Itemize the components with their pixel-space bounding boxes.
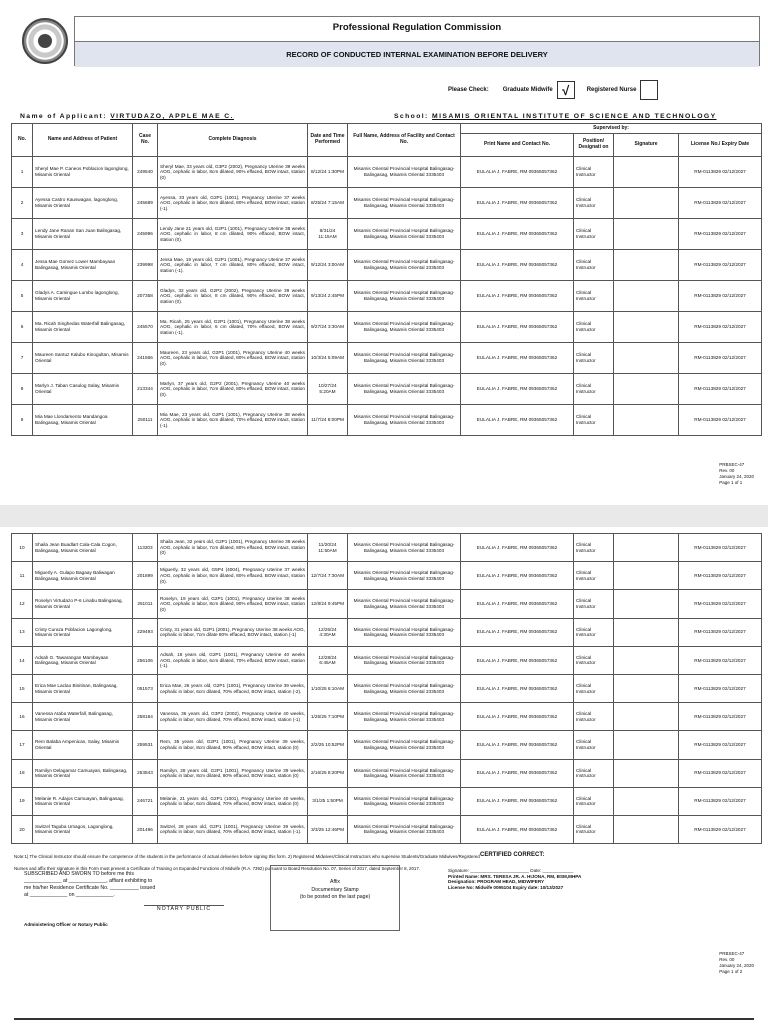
table-row <box>12 590 762 618</box>
date-cell: 8/25/24 7:15AM <box>308 188 348 219</box>
table-row <box>12 534 762 562</box>
patient-cell: Rem Balaba Ampenican, Salay, Misamis Oriental <box>33 731 133 759</box>
position-cell: Clinical Instructor <box>574 312 614 343</box>
row-no: 11 <box>12 562 33 590</box>
diagnosis-cell: Shaila Jean, 32 years old, G2P1 (1001), Pregnancy Uterine 38 weeks AOG, cephalic in labor, 7cm dilated, 80% effaced, BOW intact, station (0) <box>158 534 308 562</box>
row-no: 4 <box>12 250 33 281</box>
patient-cell: Cristy Curaza Poblacion Lagonglong, Misamis Oriental <box>33 618 133 646</box>
cert-signature: Signature: _______________________ Date: ____________ <box>448 868 574 873</box>
table-body-page-1 <box>12 157 762 436</box>
license-cell: RM-0113829 02/12/2027 <box>679 703 762 731</box>
row-no: 15 <box>12 674 33 702</box>
signature-cell <box>614 590 679 618</box>
supervisor-cell: EULALIA J. FABRE, RM 09365057362 <box>461 759 574 787</box>
signature-cell <box>614 674 679 702</box>
patient-cell: Vanessa Ataba Waterfall, Balingasag, Misamis Oriental <box>33 703 133 731</box>
table-row <box>12 219 762 250</box>
row-no: 16 <box>12 703 33 731</box>
patient-cell: Jessa Mae Gomez Lower Mambayaan Balingasag, Misamis Oriental <box>33 250 133 281</box>
table-row <box>12 731 762 759</box>
cert-designation: Designation: PROGRAM HEAD, MIDWIFERY <box>448 879 545 885</box>
date-cell: 8/12/24 1:30PM <box>308 157 348 188</box>
row-no: 19 <box>12 787 33 815</box>
notary-line-1: SUBSCRIBED AND SWORN TO before me this <box>24 871 134 877</box>
patient-cell: Ramilyn Delagamar Camuayan, Balingasag, Misamis Oriental <box>33 759 133 787</box>
facility-cell: Misamis Oriental Provincial Hospital Balingasag- Balingasag, Misamis Oriental 3335403 <box>348 343 461 374</box>
case-no-cell: 256106 <box>133 646 158 674</box>
diagnosis-cell: Melanie, 21 years old, G2P1 (1001), Pregnancy Uterine 40 weeks, cephalic in labor, 6cm dilated, 70% effaced, BOW intact, station (0) <box>158 787 308 815</box>
facility-cell: Misamis Oriental Provincial Hospital Balingasag- Balingasag, Misamis Oriental 3335403 <box>348 188 461 219</box>
case-no-cell: 259531 <box>133 731 158 759</box>
position-cell: Clinical Instructor <box>574 374 614 405</box>
license-cell: RM-0113829 02/12/2027 <box>679 759 762 787</box>
notary-public-label: NOTARY PUBLIC <box>144 905 224 913</box>
col-case: Case No. <box>133 124 158 157</box>
signature-cell <box>614 188 679 219</box>
page-gap <box>0 505 768 527</box>
signature-cell <box>614 646 679 674</box>
header-box <box>74 16 760 66</box>
date-cell: 11/7/24 8:00PM <box>308 405 348 436</box>
facility-cell: Misamis Oriental Provincial Hospital Balingasag- Balingasag, Misamis Oriental 3335403 <box>348 157 461 188</box>
col-license: License No./ Expiry Date <box>679 134 762 157</box>
table-row <box>12 312 762 343</box>
notary-line-3: me his/her Residence Certificate No. __________ issued <box>24 885 156 891</box>
patient-cell: Gladys A. Camingue Lumbo lagonglong, Misamis Oriental <box>33 281 133 312</box>
footer-rev: Rev. 00 <box>719 468 735 473</box>
date-cell: 8/31/24 11:15AM <box>308 219 348 250</box>
position-cell: Clinical Instructor <box>574 618 614 646</box>
school-name: MISAMIS ORIENTAL INSTITUTE OF SCIENCE AND TECHNOLOGY <box>432 113 717 120</box>
signature-cell <box>614 281 679 312</box>
supervisor-cell: EULALIA J. FABRE, RM 09365057362 <box>461 562 574 590</box>
applicant-line <box>20 113 760 120</box>
col-print-name: Print Name and Contact No. <box>461 134 574 157</box>
table-row <box>12 405 762 436</box>
diagnosis-cell: Vanessa, 36 years old, G3P2 (2002), Pregnancy Uterine 40 weeks, cephalic in labor, 6cm dilated, 70% effaced, BOW intact, station (-1) <box>158 703 308 731</box>
position-cell: Clinical Instructor <box>574 787 614 815</box>
date-cell: 12/26/24 4:30AM <box>308 618 348 646</box>
patient-cell: Lendy Jane Ranan San Juan Balingasag, Misamis Oriental <box>33 219 133 250</box>
cert-printed-name: Printed Name: MRS. TERESA JR. A. HIJONA, RM, BSM,MHPA <box>448 873 582 879</box>
position-cell: Clinical Instructor <box>574 759 614 787</box>
note-line-1: Note:1) The Clinical Instructor should ensure the competence of the students in the performance of actual deliveries before signing this form. 2) Registered Midwives/Clinical Instructors who supervise Students/Graduate Midwives/Registered <box>14 854 480 859</box>
table-row <box>12 703 762 731</box>
case-no-cell: 229493 <box>133 618 158 646</box>
supervisor-cell: EULALIA J. FABRE, RM 09365057362 <box>461 281 574 312</box>
diagnosis-cell: Roselyn, 19 years old, G2P1 (1001), Pregnancy Uterine 38 weeks AOG, cephalic in labor, 8cm dilated, 90% effaced, BOW intact, station (0) <box>158 590 308 618</box>
license-cell: RM-0113829 02/12/2027 <box>679 219 762 250</box>
graduate-midwife-label: Graduate Midwife <box>502 87 553 93</box>
supervisor-cell: EULALIA J. FABRE, RM 09365057362 <box>461 405 574 436</box>
affix-line-3: (to be posted on the last page) <box>299 894 371 900</box>
applicant-name: VIRTUDAZO, APPLE MAE C. <box>110 113 234 120</box>
col-signature: Signature <box>614 134 679 157</box>
diagnosis-cell: Cristy, 31 years old, G2P1 (2001), Pregnancy Uterine 38 weeks AOG, cephalic in labor, 7cm dilate 80% effaced, BOW intact, station (-1) <box>158 618 308 646</box>
org-name: Professional Regulation Commission <box>332 22 502 33</box>
table-row <box>12 759 762 787</box>
supervisor-cell: EULALIA J. FABRE, RM 09365057362 <box>461 250 574 281</box>
diagnosis-cell: Adsah, 18 years old, G2P1 (1001), Pregnancy Uterine 40 weeks AOG, cephalic in labor, 6cm dilated, 70% effaced, BOW intact, station (-1). <box>158 646 308 674</box>
col-diagnosis: Complete Diagnosis <box>158 124 308 157</box>
patient-cell: Miguerly A. Gulapo Bagaay Baliwagan Balingasag, Misamis Oriental <box>33 562 133 590</box>
row-no: 2 <box>12 188 33 219</box>
date-cell: 3/1/25 1:50PM <box>308 787 348 815</box>
case-no-cell: 113203 <box>133 534 158 562</box>
license-cell: RM-0113829 02/12/2027 <box>679 405 762 436</box>
signature-cell <box>614 312 679 343</box>
supervisor-cell: EULALIA J. FABRE, RM 09365057362 <box>461 646 574 674</box>
row-no: 6 <box>12 312 33 343</box>
date-cell: 2/16/25 8:20PM <box>308 759 348 787</box>
position-cell: Clinical Instructor <box>574 674 614 702</box>
footer2-code: PRBSEC-47 <box>719 951 745 956</box>
signature-cell <box>614 219 679 250</box>
documentary-stamp-box <box>270 865 400 931</box>
page-bottom-rule <box>14 1018 754 1022</box>
facility-cell: Misamis Oriental Provincial Hospital Balingasag- Balingasag, Misamis Oriental 3335403 <box>348 250 461 281</box>
diagnosis-cell: Ma. Ricah, 25 years old, G2P1 (1001), Pregnancy Uterine 38 weeks AOG, cephalic in labor, 6 cm dilated, 70% effaced, BOW intact, station (-1). <box>158 312 308 343</box>
diagnosis-cell: Erica Mae, 26 years old, G2P1 (1001), Pregnancy Uterine 39 weeks, cephalic in labor, 6cm dilated, 70% effaced, BOW intact, station (-2). <box>158 674 308 702</box>
supervisor-cell: EULALIA J. FABRE, RM 09365057362 <box>461 374 574 405</box>
patient-cell: Ayessa Castro Kauswagan, lagonglong, Misamis Oriental <box>33 188 133 219</box>
supervisor-cell: EULALIA J. FABRE, RM 09365057362 <box>461 787 574 815</box>
date-cell: 10/27/24 5:20AM <box>308 374 348 405</box>
facility-cell: Misamis Oriental Provincial Hospital Balingasag- Balingasag, Misamis Oriental 3335403 <box>348 312 461 343</box>
position-cell: Clinical Instructor <box>574 188 614 219</box>
graduate-midwife-checkbox[interactable]: √ <box>557 81 575 99</box>
record-table-page-2 <box>11 533 762 844</box>
position-cell: Clinical Instructor <box>574 646 614 674</box>
notary-line-2: _____________ at _____________, affiant exhibiting to <box>24 878 153 884</box>
license-cell: RM-0113829 02/12/2027 <box>679 815 762 843</box>
case-no-cell: 213344 <box>133 374 158 405</box>
affix-line-2: Documentary Stamp <box>311 886 359 893</box>
table-row <box>12 618 762 646</box>
position-cell: Clinical Instructor <box>574 281 614 312</box>
table-row <box>12 646 762 674</box>
facility-cell: Misamis Oriental Provincial Hospital Balingasag- Balingasag, Misamis Oriental 3335403 <box>348 562 461 590</box>
col-no: No. <box>12 124 33 157</box>
patient-cell: Melanie R. Adajos Camuayan, Balingasag, Misamis Oriental <box>33 787 133 815</box>
patient-cell: Maureen Santuz Kalubo Kinogultan, Misamis Oriental <box>33 343 133 374</box>
signature-cell <box>614 787 679 815</box>
position-cell: Clinical Instructor <box>574 815 614 843</box>
footer2-rev: Rev. 00 <box>719 957 735 962</box>
facility-cell: Misamis Oriental Provincial Hospital Balingasag- Balingasag, Misamis Oriental 3335403 <box>348 405 461 436</box>
position-cell: Clinical Instructor <box>574 731 614 759</box>
footer-page: Page 1 of 1 <box>719 480 743 485</box>
date-cell: 12/8/24 9:45PM <box>308 590 348 618</box>
supervisor-cell: EULALIA J. FABRE, RM 09365057362 <box>461 703 574 731</box>
col-patient: Name and Address of Patient <box>33 124 133 157</box>
date-cell: 1/10/25 6:10AM <box>308 674 348 702</box>
position-cell: Clinical Instructor <box>574 157 614 188</box>
date-cell: 1/25/25 7:10PM <box>308 703 348 731</box>
table-row <box>12 674 762 702</box>
diagnosis-cell: Ayessa, 33 years old, G2P1 (1001), Pregnancy Uterine 37 weeks AOG, cephalic in labor, 8cm dilated, 80% effaced, BOW intact, station (-1). <box>158 188 308 219</box>
diagnosis-cell: Maureen, 23 years old, G2P1 (1001), Pregnancy Uterine 40 weeks AOG, cephalic in labor, 7cm dilated, 80% effaced, BOW intact, station (0). <box>158 343 308 374</box>
license-cell: RM-0113829 02/12/2027 <box>679 534 762 562</box>
check-row <box>448 80 658 100</box>
row-no: 14 <box>12 646 33 674</box>
patient-cell: Shaila Jean Buadlart Cala-Cala Cogon, Balingasag, Misamis Oriental <box>33 534 133 562</box>
supervisor-cell: EULALIA J. FABRE, RM 09365057362 <box>461 188 574 219</box>
facility-cell: Misamis Oriental Provincial Hospital Balingasag- Balingasag, Misamis Oriental 3335403 <box>348 590 461 618</box>
registered-nurse-checkbox[interactable] <box>640 80 658 100</box>
affix-line-1: Affix <box>330 879 340 885</box>
license-cell: RM-0113829 02/12/2027 <box>679 787 762 815</box>
date-cell: 9/13/24 2:45PM <box>308 281 348 312</box>
col-supervised: Supervised by: <box>461 124 762 134</box>
position-cell: Clinical Instructor <box>574 219 614 250</box>
supervisor-cell: EULALIA J. FABRE, RM 09365057362 <box>461 815 574 843</box>
col-position: Position/ Designati on <box>574 134 614 157</box>
supervisor-cell: EULALIA J. FABRE, RM 09365057362 <box>461 343 574 374</box>
supervisor-cell: EULALIA J. FABRE, RM 09365057362 <box>461 590 574 618</box>
case-no-cell: 253843 <box>133 759 158 787</box>
footer2-date: January 24, 2020 <box>719 963 754 968</box>
row-no: 12 <box>12 590 33 618</box>
row-no: 5 <box>12 281 33 312</box>
facility-cell: Misamis Oriental Provincial Hospital Balingasag- Balingasag, Misamis Oriental 3335403 <box>348 731 461 759</box>
signature-cell <box>614 618 679 646</box>
patient-cell: Marlyn J. Taban Casulog Salay, Misamis Oriental <box>33 374 133 405</box>
signature-cell <box>614 534 679 562</box>
license-cell: RM-0113829 02/12/2027 <box>679 312 762 343</box>
supervisor-cell: EULALIA J. FABRE, RM 09365057362 <box>461 534 574 562</box>
position-cell: Clinical Instructor <box>574 590 614 618</box>
form-title: RECORD OF CONDUCTED INTERNAL EXAMINATION BEFORE DELIVERY <box>75 41 759 67</box>
form-header <box>14 12 760 68</box>
diagnosis-cell: Ramilyn, 28 years old, G2P1 (1001), Pregnancy Uterine 39 weeks, cephalic in labor, 8cm dilated, 80% effaced, BOW intact, station (0) <box>158 759 308 787</box>
page-1-footer <box>719 462 754 486</box>
row-no: 17 <box>12 731 33 759</box>
signature-cell <box>614 374 679 405</box>
cert-license: License No: Midwife 0095104 Expiry date: 10/13/2027 <box>448 884 564 890</box>
diagnosis-cell: Sheryl Mae, 33 years old, G3P2 (2002), Pregnancy Uterine 39 weeks AOG, cephalic in labor, 8cm dilated, 90% effaced, BOW intact, station (0) <box>158 157 308 188</box>
case-no-cell: 241566 <box>133 343 158 374</box>
notary-block <box>24 871 234 928</box>
patient-cell: Erica Mae Laclao Binitinan, Balingasag, Misamis Oriental <box>33 674 133 702</box>
signature-cell <box>614 562 679 590</box>
school-block <box>394 113 717 120</box>
license-cell: RM-0113829 02/12/2027 <box>679 674 762 702</box>
case-no-cell: 246721 <box>133 787 158 815</box>
patient-cell: Adsah G. Tawarangan Mambayaan Balingasag, Misamis Oriental <box>33 646 133 674</box>
facility-cell: Misamis Oriental Provincial Hospital Balingasag- Balingasag, Misamis Oriental 3335403 <box>348 281 461 312</box>
patient-cell: Switzel Taguba Umagos, Lagonglong, Misamis Oriental <box>33 815 133 843</box>
license-cell: RM-0113829 02/12/2027 <box>679 731 762 759</box>
license-cell: RM-0113829 02/12/2027 <box>679 590 762 618</box>
case-no-cell: 051573 <box>133 674 158 702</box>
position-cell: Clinical Instructor <box>574 343 614 374</box>
facility-cell: Misamis Oriental Provincial Hospital Balingasag- Balingasag, Misamis Oriental 3335403 <box>348 534 461 562</box>
case-no-cell: 239998 <box>133 250 158 281</box>
facility-cell: Misamis Oriental Provincial Hospital Balingasag- Balingasag, Misamis Oriental 3335403 <box>348 787 461 815</box>
date-cell: 3/3/25 12:46PM <box>308 815 348 843</box>
facility-cell: Misamis Oriental Provincial Hospital Balingasag- Balingasag, Misamis Oriental 3335403 <box>348 646 461 674</box>
row-no: 3 <box>12 219 33 250</box>
diagnosis-cell: Lendy Jane 21 years old, G2P1 (1001), Pregnancy Uterine 38 weeks AOG, cephalic in labor, 8 cm dilated, 90% effaced, BOW intact, station (0). <box>158 219 308 250</box>
diagnosis-cell: Marlyn, 37 years old, G2P2 (2001), Pregnancy Uterine 40 weeks AOG, cephalic in labor, 7cm dilated, 80% effaced, BOW intact, station (0). <box>158 374 308 405</box>
applicant-label: Name of Applicant: <box>20 113 107 120</box>
position-cell: Clinical Instructor <box>574 250 614 281</box>
signature-cell <box>614 759 679 787</box>
case-no-cell: 207358 <box>133 281 158 312</box>
date-cell: 10/3/24 5:09AM <box>308 343 348 374</box>
date-cell: 12/7/24 7:30AM <box>308 562 348 590</box>
row-no: 20 <box>12 815 33 843</box>
registered-nurse-label: Registered Nurse <box>586 87 637 93</box>
row-no: 8 <box>12 374 33 405</box>
case-no-cell: 258184 <box>133 703 158 731</box>
facility-cell: Misamis Oriental Provincial Hospital Balingasag- Balingasag, Misamis Oriental 3335403 <box>348 703 461 731</box>
footer-code: PRBSEC-47 <box>719 462 745 467</box>
diagnosis-cell: Gladys, 32 years old, G2P2 (2002), Pregnancy Uterine 39 weeks AOG, cephalic in labor, 8 cm dilated, 90% effaced, BOW intact, station (0). <box>158 281 308 312</box>
page-1 <box>0 0 768 505</box>
signature-cell <box>614 343 679 374</box>
table-row <box>12 281 762 312</box>
facility-cell: Misamis Oriental Provincial Hospital Balingasag- Balingasag, Misamis Oriental 3335403 <box>348 374 461 405</box>
notary-line-4: at _____________ on _____________. <box>24 892 115 898</box>
license-cell: RM-0113829 02/12/2027 <box>679 281 762 312</box>
record-table-page-1 <box>11 123 762 436</box>
facility-cell: Misamis Oriental Provincial Hospital Balingasag- Balingasag, Misamis Oriental 3335403 <box>348 618 461 646</box>
table-row <box>12 562 762 590</box>
signature-cell <box>614 815 679 843</box>
license-cell: RM-0113829 02/12/2027 <box>679 250 762 281</box>
signature-cell <box>614 703 679 731</box>
supervisor-cell: EULALIA J. FABRE, RM 09365057362 <box>461 219 574 250</box>
date-cell: 11/20/24 11:50AM <box>308 534 348 562</box>
date-cell: 9/12/24 3:00AM <box>308 250 348 281</box>
table-row <box>12 250 762 281</box>
diagnosis-cell: Jessa Mae, 19 years old, G2P1 (1001), Pregnancy Uterine 37 weeks AOG, cephalic in labor, 7 cm dilated, 80% effaced, BOW intact, station (-1). <box>158 250 308 281</box>
table-row <box>12 787 762 815</box>
signature-cell <box>614 250 679 281</box>
table-row <box>12 815 762 843</box>
date-cell: 2/2/25 10:52PM <box>308 731 348 759</box>
position-cell: Clinical Instructor <box>574 562 614 590</box>
signature-cell <box>614 157 679 188</box>
table-row <box>12 157 762 188</box>
supervisor-cell: EULALIA J. FABRE, RM 09365057362 <box>461 731 574 759</box>
case-no-cell: 201899 <box>133 562 158 590</box>
footer-date: January 24, 2020 <box>719 474 754 479</box>
facility-cell: Misamis Oriental Provincial Hospital Balingasag- Balingasag, Misamis Oriental 3335403 <box>348 759 461 787</box>
row-no: 1 <box>12 157 33 188</box>
supervisor-cell: EULALIA J. FABRE, RM 09365057362 <box>461 312 574 343</box>
license-cell: RM-0113829 02/12/2027 <box>679 157 762 188</box>
table-body-page-2 <box>12 534 762 844</box>
supervisor-cell: EULALIA J. FABRE, RM 09365057362 <box>461 674 574 702</box>
case-no-cell: 245570 <box>133 312 158 343</box>
certified-correct-title: CERTIFIED CORRECT: <box>480 852 545 858</box>
case-no-cell: 251011 <box>133 590 158 618</box>
col-facility: Full Name, Address of Facility and Contact No. <box>348 124 461 157</box>
check-label: Please Check: <box>448 87 489 93</box>
table-row <box>12 374 762 405</box>
case-no-cell: 249540 <box>133 157 158 188</box>
school-label: School: <box>394 113 429 120</box>
case-no-cell: 201496 <box>133 815 158 843</box>
position-cell: Clinical Instructor <box>574 405 614 436</box>
license-cell: RM-0113829 02/12/2027 <box>679 646 762 674</box>
diagnosis-cell: Mia Mae, 23 years old, G2P1 (1001), Pregnancy Uterine 38 weeks AOG, cephalic in labor, 6cm dilated, 70% effaced, BOW intact, station (-1). <box>158 405 308 436</box>
page-2-footer <box>719 951 754 975</box>
license-cell: RM-0113829 02/12/2027 <box>679 562 762 590</box>
certified-block <box>448 868 581 890</box>
row-no: 13 <box>12 618 33 646</box>
case-no-cell: 245689 <box>133 188 158 219</box>
facility-cell: Misamis Oriental Provincial Hospital Balingasag- Balingasag, Misamis Oriental 3335403 <box>348 815 461 843</box>
supervisor-cell: EULALIA J. FABRE, RM 09365057362 <box>461 618 574 646</box>
facility-cell: Misamis Oriental Provincial Hospital Balingasag- Balingasag, Misamis Oriental 3335403 <box>348 219 461 250</box>
diagnosis-cell: Switzel, 28 years old, G2P1 (1001), Pregnancy Uterine 39 weeks, cephalic in labor, 6cm dilated, 70% effaced, BOW intact, station (-1). <box>158 815 308 843</box>
footer2-page: Page 1 of 2 <box>719 969 743 974</box>
row-no: 18 <box>12 759 33 787</box>
table-row <box>12 188 762 219</box>
license-cell: RM-0113829 02/12/2027 <box>679 188 762 219</box>
table-row <box>12 343 762 374</box>
license-cell: RM-0113829 02/12/2027 <box>679 343 762 374</box>
row-no: 9 <box>12 405 33 436</box>
diagnosis-cell: Miguerly, 32 years old, G5P4 (4004), Pregnancy Uterine 37 weeks AOG, cephalic in labor, 8cm dilated, 80% effaced, BOW intact, station (0). <box>158 562 308 590</box>
signature-cell <box>614 405 679 436</box>
col-date: Date and Time Performed <box>308 124 348 157</box>
signature-cell <box>614 731 679 759</box>
patient-cell: Roselyn Virtudazo P-6 Linabu Balingasag, Misamis Oriental <box>33 590 133 618</box>
position-cell: Clinical Instructor <box>574 534 614 562</box>
row-no: 10 <box>12 534 33 562</box>
patient-cell: Ma. Ricah Singhedas Waterfall Balingasag, Misamis Oriental <box>33 312 133 343</box>
diagnosis-cell: Rem, 35 years old, G2P1 (1001), Pregnancy Uterine 39 weeks, cephalic in labor, 8cm dilated, 90% effaced, BOW intact, station (0) <box>158 731 308 759</box>
supervisor-cell: EULALIA J. FABRE, RM 09365057362 <box>461 157 574 188</box>
patient-cell: Sheryl Mae P. Caneos Poblacion lagonglong, Misamis Oriental <box>33 157 133 188</box>
date-cell: 9/27/24 3:30AM <box>308 312 348 343</box>
case-no-cell: 245996 <box>133 219 158 250</box>
facility-cell: Misamis Oriental Provincial Hospital Balingasag- Balingasag, Misamis Oriental 3335403 <box>348 674 461 702</box>
case-no-cell: 250111 <box>133 405 158 436</box>
patient-cell: Mia Mae Llondamento Mandangoa Balingasag, Misamis Oriental <box>33 405 133 436</box>
row-no: 7 <box>12 343 33 374</box>
license-cell: RM-0113829 02/12/2027 <box>679 374 762 405</box>
license-cell: RM-0113829 02/12/2027 <box>679 618 762 646</box>
prc-seal-icon <box>22 18 68 64</box>
admin-officer-label: Administering Officer or Notary Public <box>24 922 108 927</box>
position-cell: Clinical Instructor <box>574 703 614 731</box>
date-cell: 12/28/24 6:45AM <box>308 646 348 674</box>
note-line-2: Nurses and affix their signature in this Form must present a Certificate of Training on Expanded Functions of Midwife (R.A. 7392) pursuant to Board Resolution No. 07, Series of 2017, dated September 8, 2017. <box>14 866 421 871</box>
